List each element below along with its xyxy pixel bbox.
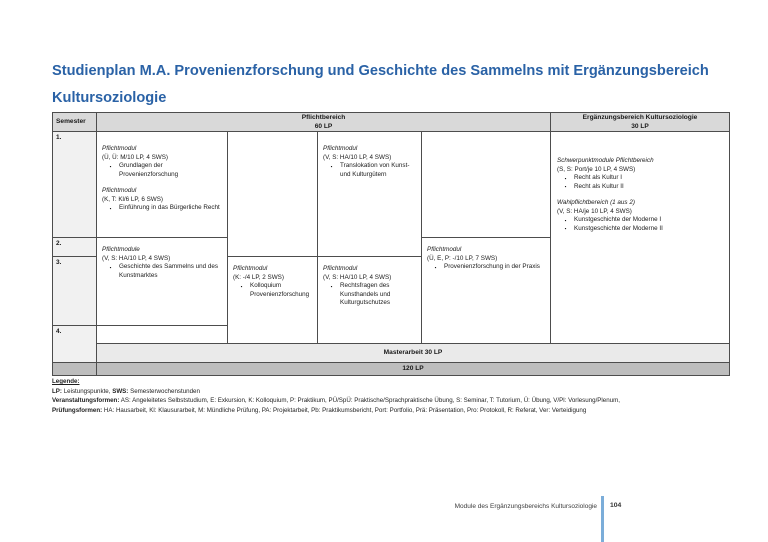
module-info: (V, S: HA/je 10 LP, 4 SWS) [557,207,632,215]
module-title: Wahlpflichtbereich (1 aus 2) [557,199,635,206]
module-title: Pflichtmodul [102,187,137,194]
module-info: (V, S: HA/10 LP, 4 SWS) [323,273,392,281]
legend-veranstaltung-text: AS: Angeleitetes Selbststudium, E: Exkursion, K: Kolloquium, P: Praktikum, PÜ/SpÜ: Praktische/Sprachpraktische Übung, S: Seminar, T: Tutorium, Ü: Übung, V/Pl: Vorlesung/Plenum, [119,397,621,405]
bullet-icon: ▪ [564,226,567,231]
module-info: (K: -/4 LP, 2 SWS) [233,273,284,281]
module-info: (S, S: Port/je 10 LP, 4 SWS) [557,165,636,173]
bullet-item-label: Geschichte des Sammelns und des Kunstmarktes [119,263,219,279]
bullet-item-label: Kunstgeschichte der Moderne I [574,216,662,223]
ergaenzungsbereich-lp: 30 LP [631,122,649,130]
module-title: Pflichtmodul [427,246,462,253]
semester-cell-1: 1. [52,131,97,238]
header-cell-semester: Semester [52,112,97,132]
module-title: Pflichtmodul [323,265,358,272]
bullet-icon: ▪ [109,205,112,211]
module-info: (V, S: HA/10 LP, 4 SWS) [323,153,392,161]
cell-kolloquium-module [227,256,318,344]
header-cell-ergaenzungsbereich [550,112,730,132]
bullet-item [557,183,727,192]
bullet-item [557,174,727,183]
legend-line-veranstaltungsformen [52,396,747,406]
semester-cell-2: 2. [52,237,97,257]
header-cell-pflichtbereich [96,112,551,132]
module-title: Pflichtmodul [323,145,358,152]
ergaenzungsbereich-title: Ergänzungsbereich Kultursoziologie [582,114,698,121]
module-block [323,265,419,308]
module-title: Pflichtmodule [102,246,140,253]
cell-empty-c1 [227,131,318,257]
legend-pruefung-text: HA: Hausarbeit, Kl: Klausurarbeit, M: Mündliche Prüfung, PA: Projektarbeit, Pb: Praktikumsbericht, Port: Portfolio, Prä: Präsentation, Pro: Protokoll, R: Referat, Ver: Verteidigung [102,406,587,414]
cell-rechtsfragen-module [317,256,422,344]
bullet-item-label: Provenienzforschung in der Praxis [444,263,540,270]
total-lp-cell: 120 LP [96,362,730,376]
module-block [557,157,727,191]
module-block [102,145,225,179]
bullet-item [323,162,419,179]
bullet-icon: ▪ [109,264,112,270]
module-block [427,246,548,272]
bullet-icon: ▪ [434,264,437,270]
legend-veranstaltung-label: Veranstaltungsformen: [52,397,120,405]
page-title: Studienplan M.A. Provenienzforschung und Geschichte des Sammelns mit Ergänzungsbereich Kultursoziologie [52,63,709,106]
module-title: Schwerpunktmodule Pflichtbereich [557,157,654,164]
bullet-icon: ▪ [564,184,567,189]
bullet-item [233,282,315,299]
bullet-item [557,216,727,225]
module-info: (Ü, Ü: M/10 LP, 4 SWS) [102,153,169,161]
bullet-item-label: Translokation von Kunst- und Kulturgütern [340,162,410,178]
bullet-item-label: Kolloquium Provenienzforschung [250,282,310,298]
module-title: Pflichtmodul [102,145,137,152]
bullet-item [557,225,727,234]
module-block [557,199,727,233]
bullet-icon: ▪ [564,175,567,181]
bullet-icon: ▪ [330,283,333,289]
footer-divider [601,496,604,542]
bullet-item-label: Recht als Kultur I [574,174,622,181]
total-row-left-cell [52,362,97,376]
cell-empty-b4 [96,325,228,344]
bullet-item-label: Recht als Kultur II [574,182,624,190]
pflichtbereich-title: Pflichtbereich [301,114,346,121]
bullet-item [102,162,225,179]
legend-lp-text: Leistungspunkte, [61,387,113,395]
legend-sws-label: SWS: [112,387,129,395]
legend-line-pruefungsformen [52,406,747,416]
pflichtbereich-lp: 60 LP [314,122,333,130]
masterarbeit-cell: Masterarbeit 30 LP [96,343,730,363]
module-block [102,246,225,280]
cell-translokation-module [317,131,422,257]
module-info: (K, T: Kl/6 LP, 6 SWS) [102,195,164,203]
module-block [233,265,315,299]
legend-lp-label: LP: [52,387,62,395]
footer-page-number: 104 [610,502,622,509]
bullet-icon: ▪ [240,283,243,289]
bullet-item [427,263,548,272]
bullet-item-label: Grundlagen der Provenienzforschung [119,162,179,178]
cell-empty-e1 [421,131,551,238]
cell-semester1-modules [96,131,228,238]
semester-cell-3: 3. [52,256,97,326]
legend-heading: Legende: [52,378,80,385]
bullet-item [323,282,419,308]
bullet-icon: ▪ [330,163,333,169]
bullet-item-label: Kunstgeschichte der Moderne II [574,224,663,232]
cell-praxis-module [421,237,551,344]
module-info: (V, S: HA/10 LP, 4 SWS) [102,254,171,262]
module-title: Pflichtmodul [233,265,268,272]
legend-sws-text: Semesterwochenstunden [128,387,200,395]
module-block [323,145,419,179]
module-info: (Ü, E, P: -/10 LP, 7 SWS) [427,254,498,262]
legend [52,377,747,415]
semester-cell-4: 4. [52,325,97,363]
legend-line-lp [52,387,747,397]
cell-ergaenzungsbereich-modules [550,131,730,344]
cell-semester23-module [96,237,228,326]
bullet-item-label: Rechtsfragen des Kunsthandels und Kulturgutschutzes [340,282,391,306]
module-block [102,187,225,213]
bullet-item-label: Einführung in das Bürgerliche Recht [119,204,220,211]
bullet-item [102,204,225,213]
footer-section-title: Module des Ergänzungsbereichs Kultursoziologie [454,503,597,510]
bullet-icon: ▪ [564,217,567,223]
bullet-item [102,263,225,280]
legend-pruefung-label: Prüfungsformen: [52,406,103,414]
bullet-icon: ▪ [109,163,112,169]
